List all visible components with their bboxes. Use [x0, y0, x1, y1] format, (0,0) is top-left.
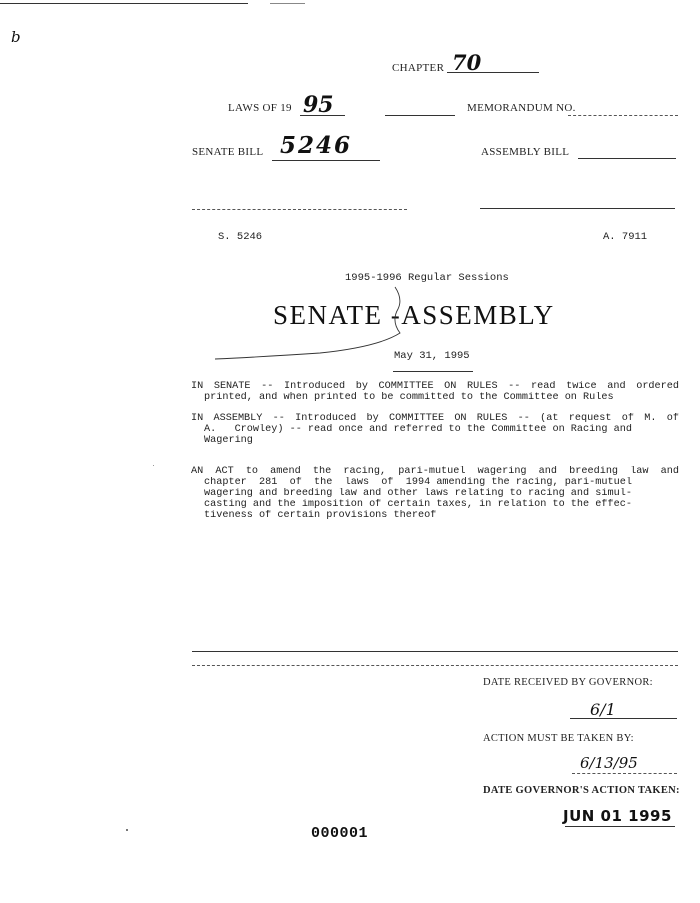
top-rule-fragment — [270, 3, 305, 4]
laws-label: LAWS OF 19 — [228, 102, 292, 114]
title-senate: SENATE — [273, 300, 383, 330]
memorandum-blank-line — [385, 115, 455, 116]
handwritten-curve — [200, 285, 420, 365]
chapter-line — [447, 72, 539, 73]
assembly-bill-label: ASSEMBLY BILL — [481, 146, 570, 158]
act-paragraph — [191, 466, 679, 521]
action-taken-stamp: JUN 01 1995 — [563, 807, 672, 825]
title-assembly: ASSEMBLY — [401, 300, 555, 330]
assembly-intro-line-3: Wagering — [204, 435, 253, 446]
scan-speck — [126, 829, 128, 831]
act-line-1: AN ACT to amend the racing, pari-mutuel wagering and breeding law and — [191, 466, 679, 477]
corner-handwritten-mark: b — [11, 28, 21, 46]
session-text: 1995-1996 Regular Sessions — [345, 272, 509, 284]
date-received-value: 6/1 — [590, 700, 616, 719]
action-taken-line — [565, 826, 675, 827]
senate-bill-code: S. 5246 — [218, 231, 263, 243]
chapter-label: CHAPTER — [392, 62, 445, 74]
page-number: 000001 — [311, 825, 369, 842]
separator-left — [192, 209, 407, 210]
date-received-line — [570, 718, 677, 719]
laws-year: 95 — [303, 92, 334, 118]
assembly-intro-line-2: A. Crowley) -- read once and referred to the Committee on Racing and — [204, 424, 632, 435]
senate-intro-line-2: printed, and when printed to be committed to the Committee on Rules — [204, 392, 614, 403]
action-must-value: 6/13/95 — [580, 754, 638, 772]
act-line-2: chapter 281 of the laws of 1994 amending the racing, pari-mutuel — [204, 477, 632, 488]
memorandum-line — [568, 115, 678, 116]
assembly-bill-code: A. 7911 — [603, 231, 648, 243]
laws-year-line — [300, 115, 345, 116]
assembly-bill-line — [578, 158, 676, 159]
senate-bill-line — [272, 160, 380, 161]
senate-intro-line-1: IN SENATE -- Introduced by COMMITTEE ON RULES -- read twice and ordered — [191, 381, 679, 392]
senate-bill-number: 5246 — [280, 132, 353, 159]
assembly-intro-line-1: IN ASSEMBLY -- Introduced by COMMITTEE ON RULES -- (at request of M. of — [191, 413, 679, 424]
separator-right — [480, 208, 675, 209]
action-taken-label: DATE GOVERNOR'S ACTION TAKEN: — [483, 785, 680, 796]
lower-separator-2 — [192, 665, 678, 666]
bill-date: May 31, 1995 — [394, 350, 470, 362]
memorandum-label: MEMORANDUM NO. — [467, 102, 576, 114]
act-line-4: casting and the imposition of certain taxes, in relation to the effec- — [204, 499, 632, 510]
action-must-line — [572, 773, 677, 774]
scan-speck — [153, 465, 154, 466]
top-rule — [0, 3, 248, 4]
senate-intro-paragraph — [191, 381, 679, 403]
action-must-label: ACTION MUST BE TAKEN BY: — [483, 733, 634, 744]
act-line-3: wagering and breeding law and other laws relating to racing and simul- — [204, 488, 632, 499]
date-received-label: DATE RECEIVED BY GOVERNOR: — [483, 677, 653, 688]
chapter-number: 70 — [452, 50, 482, 75]
act-line-5: tiveness of certain provisions thereof — [204, 510, 437, 521]
date-underline — [393, 371, 473, 372]
senate-bill-label: SENATE BILL — [192, 146, 264, 158]
lower-separator-1 — [192, 651, 678, 652]
assembly-intro-paragraph — [191, 413, 679, 446]
title-dash: - — [390, 300, 402, 330]
